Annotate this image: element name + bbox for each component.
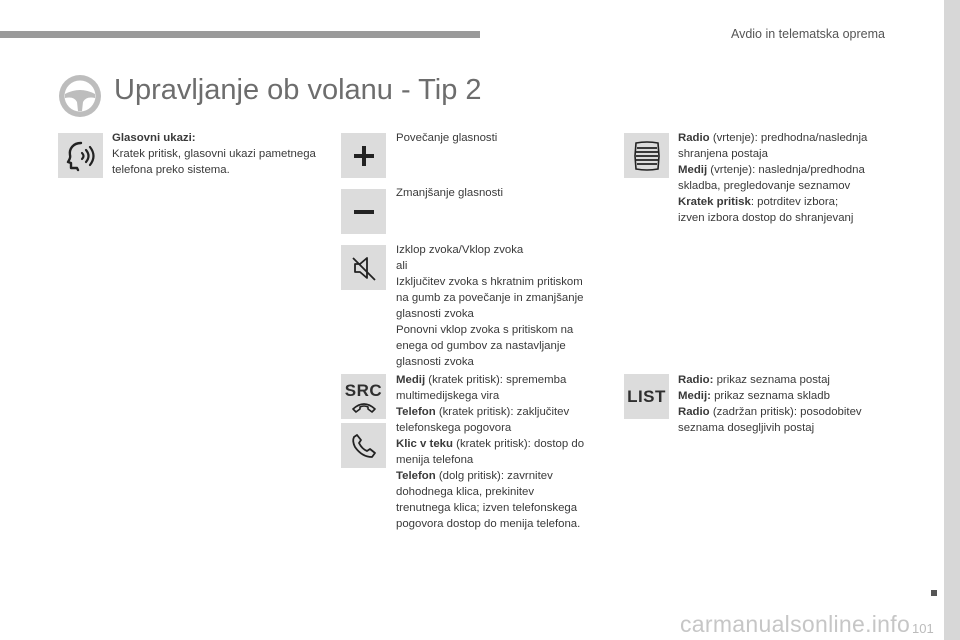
mute-button <box>341 245 386 290</box>
src-phone-text: Medij (kratek pritisk): sprememba multimedijskega vira Telefon (kratek pritisk): zaključitev telefonskega pogovora Klic v teku (kratek pritisk): dostop do menija telefona Telefon (dolg pritisk): zavrnitev dohodnega klica, prekinitev trenutnega klica; izven telefonskega pogovora dostop do menija telefona. <box>396 374 585 530</box>
page-marker <box>931 590 937 596</box>
list-label: LIST <box>627 386 666 406</box>
src-button <box>341 374 386 419</box>
thumbwheel-button <box>624 133 669 178</box>
thumbwheel-text: Radio (vrtenje): predhodna/naslednja shranjena postaja Medij (vrtenje): naslednja/predhodna skladba, pregledovanje seznamov Kratek pritisk: potrditev izbora; izven izbora dostop do shranjevanj <box>678 132 868 224</box>
watermark: carmanualsonline.info <box>680 611 911 637</box>
voice-command-button <box>58 133 103 178</box>
side-strip <box>944 0 960 640</box>
src-label: SRC <box>344 380 383 400</box>
volume-up-text: Povečanje glasnosti <box>396 132 498 144</box>
list-text: Radio: prikaz seznama postaj Medij: prikaz seznama skladb Radio (zadržan pritisk): posodobitev seznama dosegljivih postaj <box>678 374 862 434</box>
page-title: Upravljanje ob volanu - Tip 2 <box>114 74 482 106</box>
voice-command-text: Glasovni ukazi: Kratek pritisk, glasovni ukazi pametnega telefona preko sistema. <box>112 132 316 176</box>
list-button <box>624 374 669 419</box>
phone-button <box>341 423 386 468</box>
mute-speaker-icon <box>349 253 379 283</box>
voice-icon <box>64 139 98 173</box>
section-title: Avdio in telematska oprema <box>730 27 885 41</box>
mute-text: Izklop zvoka/Vklop zvoka ali Izključitev zvoka s hkratnim pritiskom na gumb za povečanje in zmanjšanje glasnosti zvoka Ponovni vklop zvoka s pritiskom na enega od gumbov za nastavljanje glasnosti zvoka <box>396 244 584 368</box>
volume-up-button <box>341 133 386 178</box>
volume-down-button <box>341 189 386 234</box>
thumbwheel-icon <box>632 140 662 172</box>
volume-down-text: Zmanjšanje glasnosti <box>396 187 503 199</box>
minus-icon <box>352 200 376 224</box>
page-number: 101 <box>912 621 934 636</box>
plus-icon <box>352 144 376 168</box>
steering-wheel-icon <box>56 72 104 120</box>
phone-icon <box>350 432 378 460</box>
hang-up-icon <box>351 401 377 413</box>
header-bar <box>0 31 480 38</box>
